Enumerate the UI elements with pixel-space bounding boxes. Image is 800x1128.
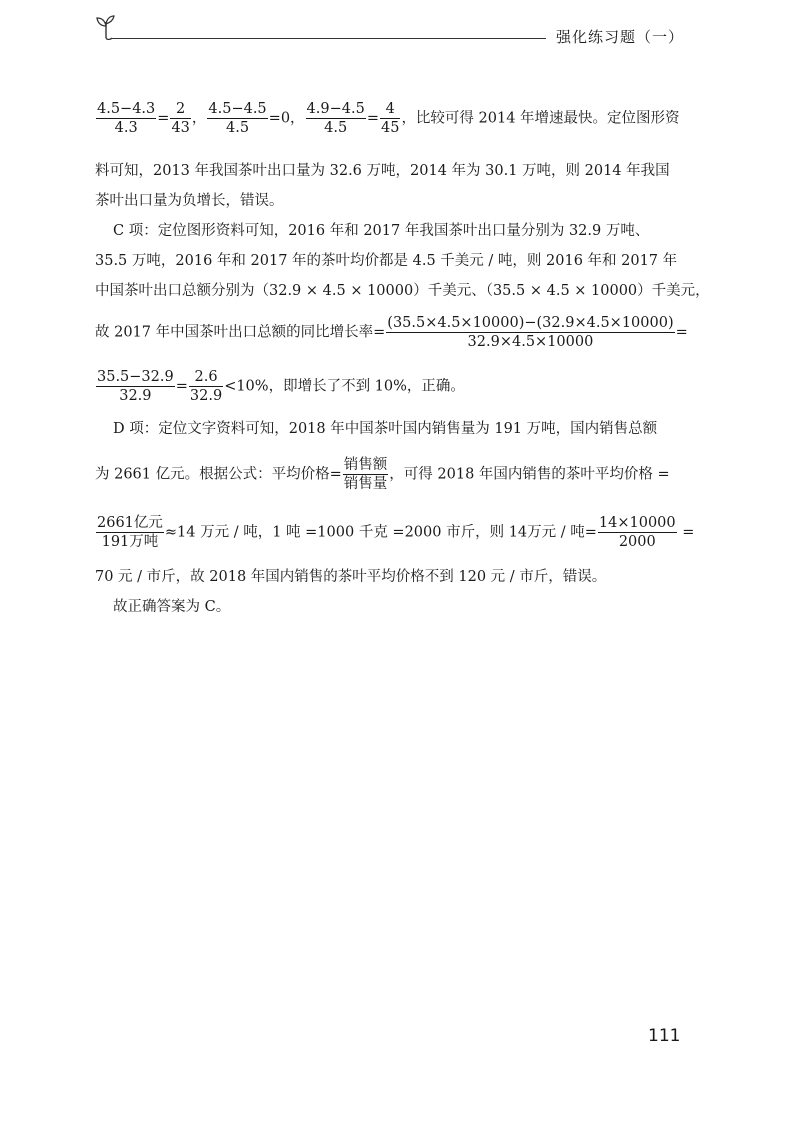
fraction: $\frac{4.5-4.5}{4.5}$ bbox=[208, 101, 267, 136]
header-rule bbox=[112, 38, 546, 39]
text-line-8: $\frac{35.5-32.9}{32.9}$ = $\frac{2.6}{32.9}$ <10%，即增长了不到 10%，正确。 bbox=[97, 369, 465, 404]
fraction: $\frac{(35.5\times 4.5\times 10000)-(32.9\times 4.5\times 10000)}{32.9\times 4.5\times 10000}$ bbox=[387, 315, 674, 350]
text-line-12: 70 元 / 市斤，故 2018 年国内销售的茶叶平均价格不到 120 元 / 市斤，错误。 bbox=[95, 569, 607, 585]
header-title: 强化练习题（一） bbox=[556, 28, 685, 46]
text-line-10: 为 2661 亿元。根据公式：平均价格= $\frac{\text{销售额}}{\text{销售量}}$ ，可得 2018 年国内销售的茶叶平均价格 = bbox=[95, 457, 670, 492]
fraction: $\frac{4.9-4.5}{4.5}$ bbox=[306, 101, 365, 136]
fraction: $\frac{35.5-32.9}{32.9}$ bbox=[97, 369, 174, 404]
answer-line: 故正确答案为 C。 bbox=[113, 599, 231, 615]
text-line-5: 35.5 万吨，2016 年和 2017 年的茶叶均价都是 4.5 千美元 / 吨，则 2016 年和 2017 年 bbox=[95, 253, 678, 269]
sprout-icon bbox=[92, 14, 120, 40]
fraction: $\frac{4.5-4.3}{4.3}$ bbox=[97, 101, 156, 136]
text-line-2: 料可知，2013 年我国茶叶出口量为 32.6 万吨，2014 年为 30.1 万吨，则 2014 年我国 bbox=[95, 163, 670, 179]
page-number: 111 bbox=[648, 1026, 681, 1046]
fraction: $\frac{14\times 10000}{2000}$ bbox=[598, 515, 676, 550]
paragraph-c-start: C 项：定位图形资料可知，2016 年和 2017 年我国茶叶出口量分别为 32.9 万吨、 bbox=[113, 223, 650, 239]
fraction: $\frac{4}{45}$ bbox=[380, 101, 400, 136]
fraction: $\frac{\text{2661亿元}}{\text{191万吨}}$ bbox=[97, 515, 163, 550]
text-line-11: $\frac{\text{2661亿元}}{\text{191万吨}}$ ≈14 万元 / 吨，1 吨 =1000 千克 =2000 市斤，则 14万元 / 吨= $\frac{14\times 10000}{2000}$ = bbox=[97, 515, 695, 550]
fraction: $\frac{2}{43}$ bbox=[171, 101, 190, 136]
paragraph-d-start: D 项：定位文字资料可知，2018 年中国茶叶国内销售量为 191 万吨，国内销售总额 bbox=[113, 421, 658, 437]
text-line-1: $\frac{4.5-4.3}{4.3}$ = $\frac{2}{43}$ ， $\frac{4.5-4.5}{4.5}$ =0， $\frac{4.9-4.5}{4.5}$ = $\frac{4}{45}$ ，比较可得 2014 年增速最快。定位图形资 bbox=[97, 101, 680, 136]
page-header bbox=[0, 0, 800, 60]
text-line-7: 故 2017 年中国茶叶出口总额的同比增长率= $\frac{(35.5\times 4.5\times 10000)-(32.9\times 4.5\times 10000)}{32.9\times 4.5\times 10000}$ = bbox=[95, 315, 688, 350]
fraction: $\frac{2.6}{32.9}$ bbox=[189, 369, 223, 404]
text-line-6: 中国茶叶出口总额分别为（32.9 × 4.5 × 10000）千美元、（35.5 × 4.5 × 10000）千美元， bbox=[95, 283, 710, 299]
text-line-3: 茶叶出口量为负增长，错误。 bbox=[95, 193, 284, 209]
fraction: $\frac{\text{销售额}}{\text{销售量}}$ bbox=[343, 457, 388, 492]
